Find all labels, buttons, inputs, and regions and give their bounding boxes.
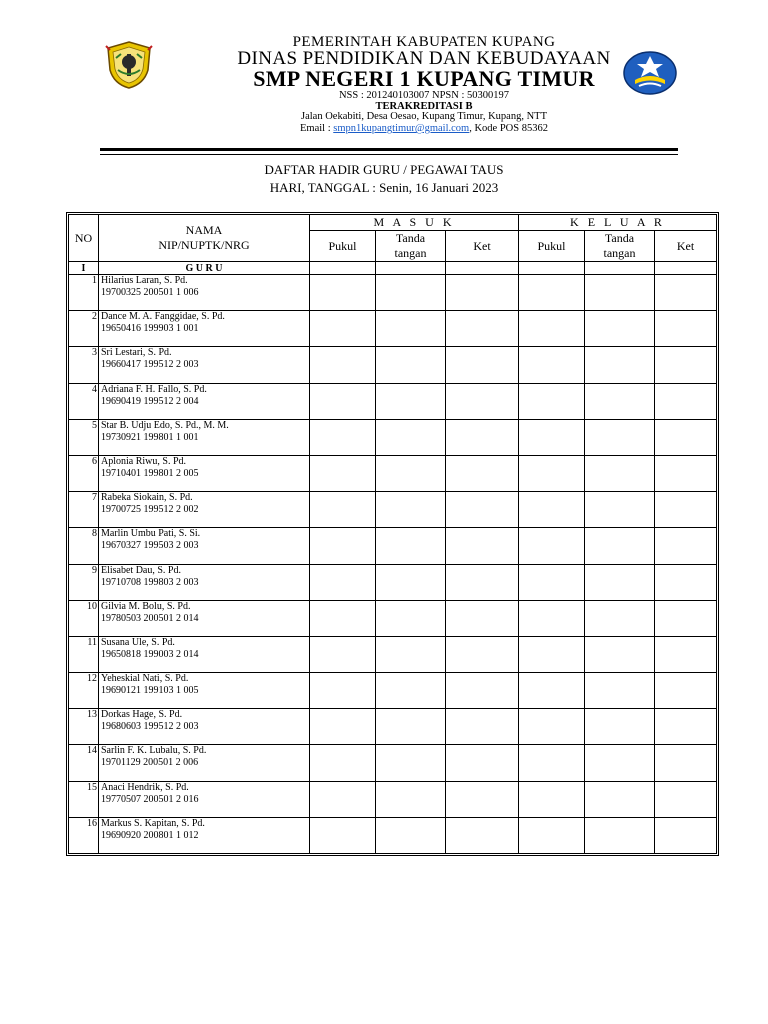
teacher-nip: 19710708 199803 2 003 [101, 576, 199, 588]
masuk-ket-cell [446, 709, 519, 745]
table-row [69, 673, 717, 709]
masuk-tanda-tangan-cell [376, 781, 446, 817]
teacher-cell [99, 745, 310, 781]
table-row [69, 528, 717, 564]
keluar-pukul-cell [519, 600, 585, 636]
keluar-pukul-cell [519, 564, 585, 600]
letterhead-address: Jalan Oekabiti, Desa Oesao, Kupang Timur, Kupang, NTT [301, 111, 547, 122]
masuk-tanda-tangan-cell [376, 745, 446, 781]
teacher-cell [99, 383, 310, 419]
teacher-name: Dance M. A. Fanggidae, S. Pd. [101, 311, 225, 323]
teacher-cell [99, 600, 310, 636]
masuk-pukul-cell [310, 528, 376, 564]
teacher-cell [99, 311, 310, 347]
teacher-nip: 19690419 199512 2 004 [101, 395, 199, 407]
header-keluar-pukul: Pukul [519, 231, 585, 262]
teacher-nip: 19690920 200801 1 012 [101, 829, 199, 841]
letterhead-nss-npsn: NSS : 201240103007 NPSN : 50300197 [338, 90, 510, 101]
header-keluar-ket: Ket [655, 231, 717, 262]
row-number: 14 [69, 745, 99, 781]
teacher-nip: 19680603 199512 2 003 [101, 721, 199, 733]
masuk-tanda-tangan-cell [376, 275, 446, 311]
teacher-name: Susana Ule, S. Pd. [101, 636, 175, 648]
table-row [69, 636, 717, 672]
teacher-name: Marlin Umbu Pati, S. Si. [101, 528, 201, 540]
masuk-tanda-tangan-cell [376, 528, 446, 564]
masuk-pukul-cell [310, 781, 376, 817]
teacher-nip: 19700725 199512 2 002 [101, 504, 199, 516]
teacher-name: Hilarius Laran, S. Pd. [101, 275, 188, 286]
keluar-ket-cell [655, 311, 717, 347]
teacher-name: Gilvia M. Bolu, S. Pd. [101, 600, 191, 612]
teacher-nip: 19730921 199801 1 001 [101, 431, 199, 443]
masuk-ket-cell [446, 817, 519, 853]
header-keluar-tanda-tangan [585, 231, 655, 262]
keluar-tanda-tangan-cell [585, 419, 655, 455]
masuk-pukul-cell [310, 347, 376, 383]
row-number: 1 [69, 275, 99, 311]
masuk-tanda-tangan-cell [376, 455, 446, 491]
header-tanda: Tanda [604, 231, 635, 245]
masuk-pukul-cell [310, 455, 376, 491]
email-link[interactable]: smpn1kupangtimur@gmail.com [333, 123, 470, 134]
keluar-ket-cell [655, 347, 717, 383]
attendance-table [68, 214, 717, 854]
table-row [69, 419, 717, 455]
keluar-pukul-cell [519, 311, 585, 347]
keluar-tanda-tangan-cell [585, 455, 655, 491]
keluar-tanda-tangan-cell [585, 275, 655, 311]
keluar-tanda-tangan-cell [585, 600, 655, 636]
teacher-name: Yeheskial Nati, S. Pd. [101, 673, 189, 685]
masuk-pukul-cell [310, 492, 376, 528]
teacher-name: Dorkas Hage, S. Pd. [101, 709, 183, 721]
teacher-nip: 19660417 199512 2 003 [101, 359, 199, 371]
teacher-cell [99, 347, 310, 383]
header-nip: NIP/NUPTK/NRG [158, 238, 250, 252]
teacher-name: Sri Lestari, S. Pd. [101, 347, 172, 359]
header-masuk-ket: Ket [446, 231, 519, 262]
table-row [69, 275, 717, 311]
empty-cell [376, 262, 446, 275]
row-number: 4 [69, 383, 99, 419]
table-row [69, 455, 717, 491]
letterhead-government: PEMERINTAH KABUPATEN KUPANG [292, 34, 556, 50]
keluar-pukul-cell [519, 673, 585, 709]
keluar-ket-cell [655, 492, 717, 528]
row-number: 16 [69, 817, 99, 853]
header-tangan: tangan [394, 246, 427, 260]
letterhead-divider-thick [100, 148, 678, 151]
teacher-cell [99, 781, 310, 817]
teacher-nip: 19770507 200501 2 016 [101, 793, 199, 805]
keluar-pukul-cell [519, 709, 585, 745]
letterhead-contact [40, 123, 768, 134]
header-masuk-tanda-tangan [376, 231, 446, 262]
masuk-ket-cell [446, 745, 519, 781]
keluar-tanda-tangan-cell [585, 311, 655, 347]
teacher-cell [99, 455, 310, 491]
table-row [69, 709, 717, 745]
letterhead-school-name: SMP NEGERI 1 KUPANG TIMUR [253, 66, 595, 91]
keluar-tanda-tangan-cell [585, 492, 655, 528]
table-row [69, 600, 717, 636]
letterhead-department: DINAS PENDIDIKAN DAN KEBUDAYAAN [237, 48, 611, 69]
masuk-tanda-tangan-cell [376, 347, 446, 383]
header-tangan: tangan [603, 246, 636, 260]
header-nama-nip [99, 215, 310, 262]
teacher-cell [99, 492, 310, 528]
masuk-tanda-tangan-cell [376, 419, 446, 455]
masuk-ket-cell [446, 383, 519, 419]
teacher-cell [99, 528, 310, 564]
keluar-tanda-tangan-cell [585, 745, 655, 781]
teacher-nip: 19690121 199103 1 005 [101, 685, 199, 697]
row-number: 9 [69, 564, 99, 600]
table-row [69, 564, 717, 600]
masuk-tanda-tangan-cell [376, 383, 446, 419]
teacher-nip: 19700325 200501 1 006 [101, 287, 199, 298]
masuk-ket-cell [446, 636, 519, 672]
empty-cell [310, 262, 376, 275]
masuk-ket-cell [446, 673, 519, 709]
teacher-name: Aplonia Riwu, S. Pd. [101, 455, 187, 467]
keluar-ket-cell [655, 636, 717, 672]
header-keluar: K E L U A R [519, 215, 717, 231]
teacher-nip: 19710401 199801 2 005 [101, 467, 199, 479]
keluar-tanda-tangan-cell [585, 781, 655, 817]
postal-code: , Kode POS 85362 [469, 123, 548, 134]
row-number: 15 [69, 781, 99, 817]
masuk-ket-cell [446, 781, 519, 817]
keluar-tanda-tangan-cell [585, 347, 655, 383]
keluar-ket-cell [655, 419, 717, 455]
teacher-nip: 19650416 199903 1 001 [101, 323, 199, 335]
masuk-ket-cell [446, 600, 519, 636]
keluar-ket-cell [655, 781, 717, 817]
empty-cell [446, 262, 519, 275]
teacher-nip: 19701129 200501 2 006 [101, 757, 199, 769]
keluar-tanda-tangan-cell [585, 528, 655, 564]
masuk-ket-cell [446, 419, 519, 455]
row-number: 6 [69, 455, 99, 491]
row-number: 3 [69, 347, 99, 383]
keluar-pukul-cell [519, 383, 585, 419]
document-date: HARI, TANGGAL : Senin, 16 Januari 2023 [269, 180, 499, 195]
teacher-cell [99, 673, 310, 709]
document-title: DAFTAR HADIR GURU / PEGAWAI TAUS [264, 162, 504, 177]
masuk-pukul-cell [310, 600, 376, 636]
table-row [69, 383, 717, 419]
keluar-ket-cell [655, 383, 717, 419]
table-row [69, 311, 717, 347]
keluar-pukul-cell [519, 528, 585, 564]
email-label: Email : [300, 123, 334, 134]
keluar-ket-cell [655, 673, 717, 709]
masuk-ket-cell [446, 455, 519, 491]
section-row [69, 262, 717, 275]
teacher-nip: 19670327 199503 2 003 [101, 540, 199, 552]
masuk-ket-cell [446, 275, 519, 311]
keluar-pukul-cell [519, 817, 585, 853]
teacher-name: Star B. Udju Edo, S. Pd., M. M. [101, 419, 229, 431]
masuk-pukul-cell [310, 564, 376, 600]
keluar-tanda-tangan-cell [585, 564, 655, 600]
header-masuk: M A S U K [310, 215, 519, 231]
masuk-tanda-tangan-cell [376, 564, 446, 600]
teacher-name: Elisabet Dau, S. Pd. [101, 564, 181, 576]
keluar-pukul-cell [519, 419, 585, 455]
masuk-pukul-cell [310, 673, 376, 709]
section-label: G U R U [99, 262, 310, 275]
header-tanda: Tanda [395, 231, 426, 245]
masuk-tanda-tangan-cell [376, 709, 446, 745]
teacher-cell [99, 636, 310, 672]
empty-cell [585, 262, 655, 275]
masuk-pukul-cell [310, 275, 376, 311]
teacher-nip: 19780503 200501 2 014 [101, 612, 199, 624]
masuk-tanda-tangan-cell [376, 817, 446, 853]
keluar-ket-cell [655, 600, 717, 636]
masuk-pukul-cell [310, 817, 376, 853]
teacher-cell [99, 564, 310, 600]
masuk-ket-cell [446, 311, 519, 347]
teacher-nip: 19650818 199003 2 014 [101, 648, 199, 660]
row-number: 7 [69, 492, 99, 528]
masuk-tanda-tangan-cell [376, 673, 446, 709]
masuk-ket-cell [446, 564, 519, 600]
masuk-tanda-tangan-cell [376, 492, 446, 528]
keluar-tanda-tangan-cell [585, 383, 655, 419]
teacher-cell [99, 817, 310, 853]
keluar-tanda-tangan-cell [585, 636, 655, 672]
table-row [69, 745, 717, 781]
teacher-name: Markus S. Kapitan, S. Pd. [101, 817, 205, 829]
masuk-ket-cell [446, 347, 519, 383]
row-number: 10 [69, 600, 99, 636]
empty-cell [655, 262, 717, 275]
teacher-cell [99, 275, 310, 311]
keluar-ket-cell [655, 709, 717, 745]
keluar-ket-cell [655, 528, 717, 564]
attendance-table-frame [66, 212, 719, 856]
teacher-cell [99, 419, 310, 455]
table-row [69, 817, 717, 853]
teacher-name: Adriana F. H. Fallo, S. Pd. [101, 383, 207, 395]
masuk-ket-cell [446, 528, 519, 564]
row-number: 2 [69, 311, 99, 347]
header-masuk-pukul: Pukul [310, 231, 376, 262]
keluar-ket-cell [655, 745, 717, 781]
keluar-tanda-tangan-cell [585, 817, 655, 853]
keluar-ket-cell [655, 564, 717, 600]
masuk-tanda-tangan-cell [376, 636, 446, 672]
masuk-tanda-tangan-cell [376, 311, 446, 347]
teacher-name: Anaci Hendrik, S. Pd. [101, 781, 189, 793]
teacher-name: Sarlin F. K. Lubalu, S. Pd. [101, 745, 207, 757]
row-number: 12 [69, 673, 99, 709]
keluar-ket-cell [655, 275, 717, 311]
table-row [69, 347, 717, 383]
keluar-tanda-tangan-cell [585, 709, 655, 745]
keluar-ket-cell [655, 817, 717, 853]
keluar-pukul-cell [519, 745, 585, 781]
keluar-ket-cell [655, 455, 717, 491]
letterhead-divider-thin [100, 154, 678, 155]
teacher-cell [99, 709, 310, 745]
keluar-pukul-cell [519, 275, 585, 311]
masuk-ket-cell [446, 492, 519, 528]
table-row [69, 492, 717, 528]
keluar-tanda-tangan-cell [585, 673, 655, 709]
keluar-pukul-cell [519, 492, 585, 528]
masuk-pukul-cell [310, 311, 376, 347]
keluar-pukul-cell [519, 781, 585, 817]
row-number: 13 [69, 709, 99, 745]
table-row [69, 781, 717, 817]
masuk-pukul-cell [310, 636, 376, 672]
keluar-pukul-cell [519, 636, 585, 672]
row-number: 8 [69, 528, 99, 564]
header-no: NO [69, 215, 99, 262]
keluar-pukul-cell [519, 347, 585, 383]
masuk-pukul-cell [310, 709, 376, 745]
section-no: I [69, 262, 99, 275]
header-nama: NAMA [185, 223, 223, 237]
empty-cell [519, 262, 585, 275]
keluar-pukul-cell [519, 455, 585, 491]
masuk-pukul-cell [310, 419, 376, 455]
masuk-tanda-tangan-cell [376, 600, 446, 636]
letterhead-accreditation: TERAKREDITASI B [375, 101, 473, 112]
row-number: 5 [69, 419, 99, 455]
teacher-name: Rabeka Siokain, S. Pd. [101, 492, 193, 504]
masuk-pukul-cell [310, 383, 376, 419]
row-number: 11 [69, 636, 99, 672]
masuk-pukul-cell [310, 745, 376, 781]
